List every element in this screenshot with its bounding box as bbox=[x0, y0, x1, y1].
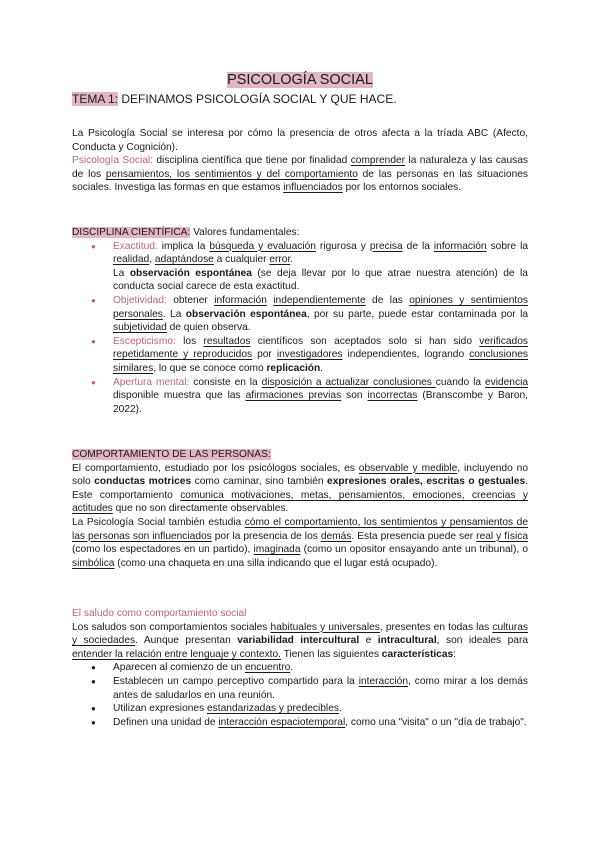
intro-section bbox=[72, 127, 528, 195]
saludo-section bbox=[72, 607, 528, 729]
list-item: ● Utilizan expresiones estandarizadas y predecibles. bbox=[72, 702, 528, 716]
disciplina-section bbox=[72, 226, 528, 416]
list-item-escepticismo: ● Escepticismo: los resultados científicos son aceptados solo si han sido verificados repetidamente y reproducidos por investigadores independientes, logrando conclusiones similares, lo que se conoce como replicación. bbox=[72, 335, 528, 376]
list-item: ● Definen una unidad de interacción espaciotemporal, como una "visita" o un "día de trabajo". bbox=[72, 716, 528, 730]
comportamiento-paragraph-1: El comportamiento, estudiado por los psicólogos sociales, es observable y medible, incluyendo no solo conductas motrices como caminar, sino también expresiones orales, escritas o gestuales. Este comportamiento comunica motivaciones, metas, pensamientos, emociones, creencias y actitudes que no son directamente observables. bbox=[72, 462, 528, 515]
page-title: PSICOLOGÍA SOCIAL bbox=[227, 72, 373, 88]
intro-paragraph: La Psicología Social se interesa por cómo la presencia de otros afecta a la tríada ABC (Afecto, Conducta y Cognición). bbox=[72, 128, 528, 153]
list-item: ● Aparecen al comienzo de un encuentro. bbox=[72, 661, 528, 675]
comportamiento-paragraph-2: La Psicología Social también estudia cómo el comportamiento, los sentimientos y pensamientos de las personas son influenciados por la presencia de los demás. Esta presencia puede ser real y física (como los espectadores en un partido), imaginada (como un opositor ensayando ante un tribunal), o simbólica (como una chaqueta en una silla indicando que el lugar está ocupado). bbox=[72, 516, 528, 569]
comportamiento-heading: COMPORTAMIENTO DE LAS PERSONAS: bbox=[72, 449, 271, 460]
disciplina-heading: DISCIPLINA CIENTÍFICA: Valores fundamentales: bbox=[72, 227, 300, 238]
list-item-exactitud: ● Exactitud: implica la búsqueda y evaluación rigurosa y precisa de la información sobre la realidad, adaptándose a cualquier error. La observación espontánea (se deja llevar por lo que atrae nuestra atención) de la conducta social carece de esta exactitud. bbox=[72, 240, 528, 294]
list-item-apertura: ● Apertura mental: consiste en la disposición a actualizar conclusiones cuando la evidencia disponible muestra que las afirmaciones previas son incorrectas (Branscombe y Baron, 2022). bbox=[72, 376, 528, 417]
comportamiento-section bbox=[72, 448, 528, 570]
list-item-objetividad: ● Objetividad: obtener información independientemente de las opiniones y sentimientos personales. La observación espontánea, por su parte, puede estar contaminada por la subjetividad de quien observa. bbox=[72, 294, 528, 335]
list-item: ● Establecen un campo perceptivo compartido para la interacción, como mirar a los demás antes de saludarlos en una reunión. bbox=[72, 675, 528, 702]
tema-heading: TEMA 1: DEFINAMOS PSICOLOGÍA SOCIAL Y QUE HACE. bbox=[72, 92, 397, 106]
saludo-paragraph: Los saludos son comportamientos sociales habituales y universales, presentes en todas las culturas y sociedades. Aunque presentan variabilidad intercultural e intracultural, son ideales para entender la relación entre lenguaje y contexto. Tienen las siguientes características: bbox=[72, 621, 529, 660]
definition-paragraph: Psicología Social: disciplina científica que tiene por finalidad comprender la naturaleza y las causas de los pensamientos, los sentimientos y del comportamiento de las personas en las situaciones sociales. Investiga las formas en que estamos influenciados por los entornos sociales. bbox=[72, 155, 529, 194]
saludo-heading: El saludo como comportamiento social bbox=[72, 608, 247, 619]
